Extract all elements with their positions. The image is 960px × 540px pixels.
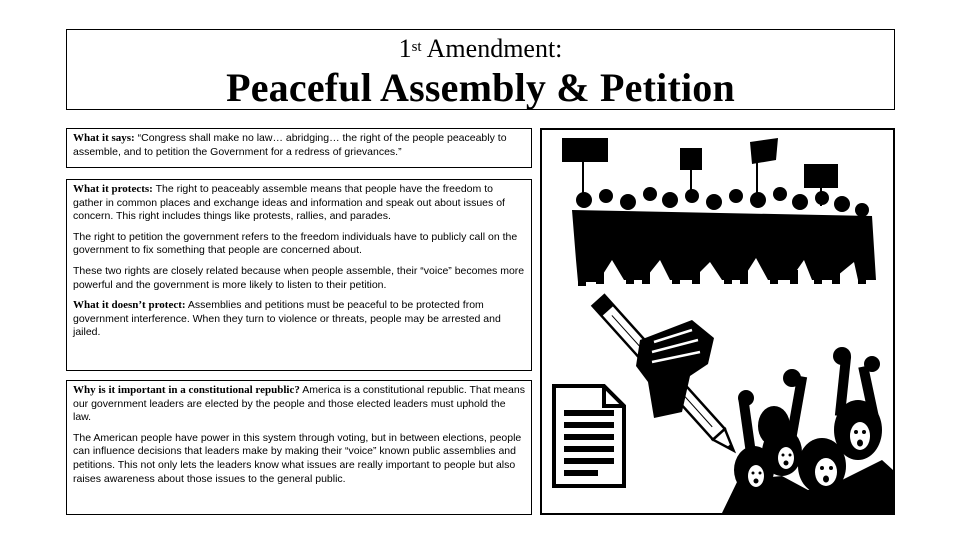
document-icon xyxy=(554,386,624,486)
not-protect-paragraph xyxy=(73,299,525,340)
page-title: Peaceful Assembly & Petition xyxy=(226,65,735,110)
what-it-protects-heading: What it protects: xyxy=(73,183,153,195)
what-it-says-paragraph xyxy=(73,132,525,159)
title-ordinal-suffix: st xyxy=(411,39,422,55)
title-box xyxy=(66,29,895,110)
protects-paragraph-1 xyxy=(73,183,525,224)
importance-heading: Why is it important in a constitutional republic? xyxy=(73,384,300,396)
importance-paragraph-2: The American people have power in this system through voting, but in between elections, people can influence decisions that leaders make by making their “voice” known public assemblies and petitions. This not only lets the leaders know what issues are really important to people but also raises awareness about those issues to the general public. xyxy=(73,431,522,485)
protest-crowd-icon xyxy=(562,138,876,286)
protects-paragraph-2: The right to petition the government refers to the freedom individuals have to publicly call on the government to fix something that people are concerned about. xyxy=(73,230,518,257)
title-line1-rest: Amendment: xyxy=(421,34,563,63)
importance-text: America is a constitutional republic. That means our government leaders are elected by the people and those elected leaders must uphold the law. xyxy=(73,384,525,424)
what-it-protects-text: The right to peaceably assemble means that people have the freedom to gather in common places and exchange ideas and information and speak out about issues of concern. This right includes things like protests, rallies, and parades. xyxy=(73,183,505,223)
title-line-1 xyxy=(67,34,894,64)
illustration-svg xyxy=(542,130,893,513)
raised-fist-protesters-icon xyxy=(722,347,893,513)
not-protect-text: Assemblies and petitions must be peaceful to be protected from government interference. When they turn to violence or threats, people may be arrested and jailed. xyxy=(73,299,501,339)
what-it-says-text: “Congress shall make no law… abridging… the right of the people peaceably to assemble, and to petition the Government for a redress of grievances.” xyxy=(73,132,507,158)
what-it-says-heading: What it says: xyxy=(73,132,135,144)
not-protect-heading: What it doesn’t protect: xyxy=(73,299,186,312)
protects-paragraph-3: These two rights are closely related because when people assemble, their “voice” becomes more powerful and the government is more likely to listen to their petition. xyxy=(73,264,525,291)
title-ordinal-num: 1 xyxy=(398,34,412,63)
what-it-says-box xyxy=(66,128,532,168)
importance-paragraph-1 xyxy=(73,384,525,425)
importance-box xyxy=(66,380,532,515)
illustration-panel xyxy=(540,128,895,515)
what-it-protects-box xyxy=(66,179,532,371)
